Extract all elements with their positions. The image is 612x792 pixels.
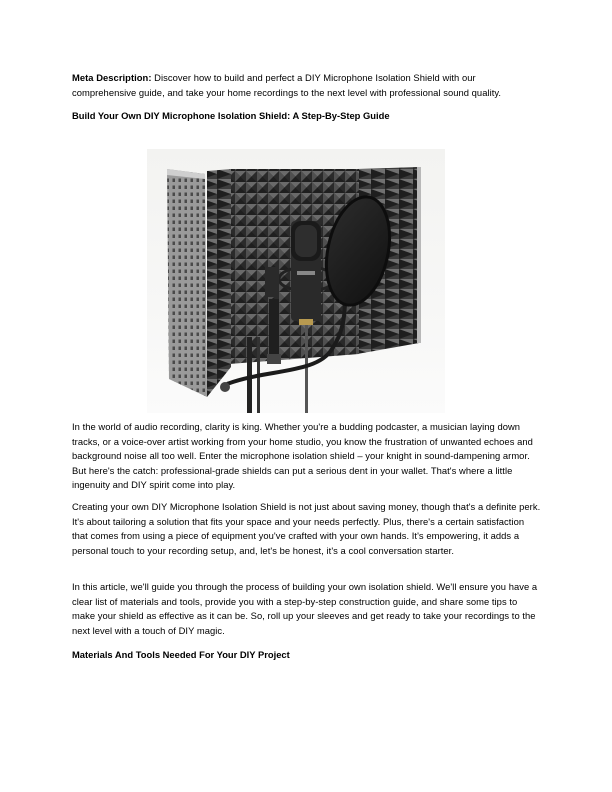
isolation-shield-illustration <box>147 149 445 413</box>
meta-description-label: Meta Description: <box>72 72 152 83</box>
article-title: Build Your Own DIY Microphone Isolation Shield: A Step-By-Step Guide <box>72 110 390 121</box>
section-heading-materials: Materials And Tools Needed For Your DIY Project <box>72 649 290 660</box>
paragraph-intro: In the world of audio recording, clarity is king. Whether you're a budding podcaster, a musician laying down tracks, or a voice-over artist working from your home studio, you know the frustration of unwanted echoes and background noise all too well. Enter the microphone isolation shield – your knight in sound-dampening armor. But here's the catch: professional-grade shields can put a serious dent in your wallet. That's where a little ingenuity and DIY spirit come into play. <box>72 421 533 491</box>
paragraph-overview: In this article, we'll guide you through the process of building your own isolation shield. We'll ensure you have a clear list of materials and tools, provide you with a step-by-step construction guide, and share some tips to make your shield as effective as it can be. So, roll up your sleeves and get ready to take your recordings to the next level with a touch of DIY magic. <box>72 581 538 636</box>
meta-description <box>72 71 542 100</box>
meta-description-text: Discover how to build and perfect a DIY Microphone Isolation Shield with our comprehensive guide, and take your home recordings to the next level with professional sound quality. <box>72 72 502 98</box>
article-image <box>147 149 445 413</box>
paragraph-benefits: Creating your own DIY Microphone Isolation Shield is not just about saving money, though that's a definite perk. It's about tailoring a solution that fits your space and your needs perfectly. Plus, there's a certain satisfaction that comes from using a piece of equipment you've crafted with your own hands. It's empowering, it adds a personal touch to your recording setup, and, let's be honest, it's a cool conversation starter. <box>72 501 541 556</box>
